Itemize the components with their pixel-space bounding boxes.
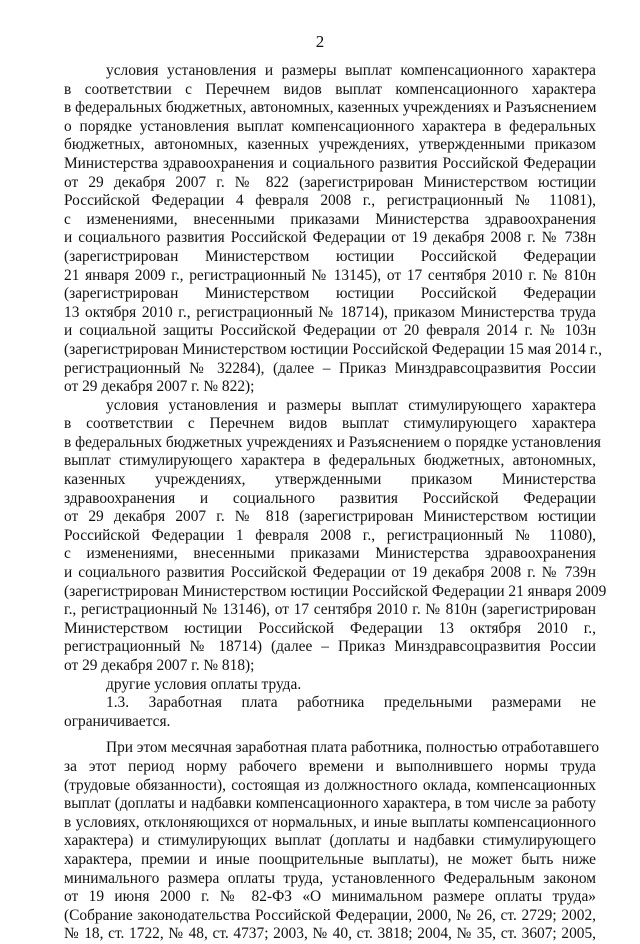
text-line: условия установления и размеры выплат стимулирующего характера: [106, 396, 596, 414]
text-line: При этом месячная заработная плата работника, полностью отработавшего: [106, 739, 600, 757]
text-line: условия установления и размеры выплат компенсационного характера: [106, 62, 596, 79]
text-line: минимального размера оплаты труда, установленного Федеральным законом: [64, 869, 596, 887]
text-line: (зарегистрирован Министерством юстиции Российской Федерации 21 января 2009: [64, 582, 607, 600]
text-line: с изменениями, внесенными приказами Министерства здравоохранения: [64, 545, 596, 563]
text-line: здравоохранения и социального развития Российской Федерации: [64, 489, 596, 507]
text-line: и социальной защиты Российской Федерации от 20 февраля 2014 г. № 103н: [64, 322, 596, 340]
text-line: выплат стимулирующего характера в федеральных бюджетных, автономных,: [64, 452, 596, 470]
text-line: за этот период норму рабочего времени и выполнившего нормы труда: [64, 757, 596, 775]
text-line: характера) и стимулирующих выплат (доплаты и надбавки стимулирующего: [64, 832, 596, 850]
text-line: Министерством юстиции Российской Федерации 13 октября 2010 г.,: [64, 619, 596, 637]
text-line: (Собрание законодательства Российской Федерации, 2000, № 26, ст. 2729; 2002,: [64, 906, 596, 924]
text-line: (зарегистрирован Министерством юстиции Российской Федерации: [64, 285, 596, 303]
text-line: ограничивается.: [64, 712, 171, 730]
text-line: о порядке установления выплат компенсационного характера в федеральных: [64, 117, 596, 135]
text-line: характера, премии и иные поощрительные выплаты), не может быть ниже: [64, 850, 596, 868]
text-line: от 29 декабря 2007 г. № 818);: [64, 657, 255, 674]
text-line: бюджетных, автономных, казенных учреждениях, утвержденными приказом: [64, 136, 596, 154]
text-line: 1.3. Заработная плата работника предельными размерами не: [106, 694, 596, 712]
page-number: 2: [315, 32, 325, 51]
text-line: от 19 июня 2000 г. № 82-ФЗ «О минимальном размере оплаты труда»: [64, 888, 596, 906]
text-line: (зарегистрирован Министерством юстиции Российской Федерации: [64, 247, 596, 265]
text-line: № 18, ст. 1722, № 48, ст. 4737; 2003, № 40, ст. 3818; 2004, № 35, ст. 3607; 2005,: [64, 925, 596, 943]
text-line: (зарегистрирован Министерством юстиции Российской Федерации 15 мая 2014 г.,: [64, 340, 602, 358]
minimum-wage-paragraph: [64, 739, 600, 944]
text-line: Российской Федерации 4 февраля 2008 г., регистрационный № 11081),: [64, 192, 596, 210]
text-line: выплат (доплаты и надбавки компенсационного характера, в том числе за работу: [64, 795, 596, 813]
text-line: и социального развития Российской Федерации от 19 декабря 2008 г. № 739н: [64, 564, 596, 582]
other-conditions-paragraph: [64, 676, 596, 695]
text-line: в условиях, отклоняющихся от нормальных, и иные выплаты компенсационного: [64, 813, 596, 831]
text-line: в федеральных бюджетных, автономных, казенных учреждениях и Разъяснением: [64, 99, 597, 117]
text-line: в федеральных бюджетных учреждениях и Разъяснением о порядке установления: [64, 433, 601, 451]
text-line: 13 октября 2010 г., регистрационный № 18714), приказом Министерства труда: [64, 303, 596, 321]
document-body: [64, 62, 607, 944]
text-line: в соответствии с Перечнем видов выплат компенсационного характера: [64, 80, 596, 98]
text-line: Министерства здравоохранения и социального развития Российской Федерации: [64, 154, 596, 172]
text-line: казенных учреждениях, утвержденными приказом Министерства: [64, 471, 596, 489]
compensation-payments-paragraph: [64, 62, 602, 397]
text-line: от 29 декабря 2007 г. № 818 (зарегистрирован Министерством юстиции: [64, 508, 596, 526]
text-line: в соответствии с Перечнем видов выплат стимулирующего характера: [64, 415, 596, 433]
text-line: (трудовые обязанности), состоящая из должностного оклада, компенсационных: [64, 776, 596, 794]
text-line: Российской Федерации 1 февраля 2008 г., регистрационный № 11080),: [64, 526, 596, 544]
paragraph-gap: [64, 731, 596, 739]
text-line: регистрационный № 18714) (далее – Приказ Минздравсоцразвития России: [64, 638, 596, 656]
clause-1-3-paragraph: [64, 694, 596, 731]
text-line: и социального развития Российской Федерации от 19 декабря 2008 г. № 738н: [64, 229, 596, 247]
text-line: г., регистрационный № 13146), от 17 сентября 2010 г. № 810н (зарегистрирован: [64, 601, 596, 619]
text-line: другие условия оплаты труда.: [106, 675, 302, 693]
text-line: регистрационный № 32284), (далее – Приказ Минздравсоцразвития России: [64, 359, 596, 377]
text-line: от 29 декабря 2007 г. № 822 (зарегистрирован Министерством юстиции: [64, 173, 596, 191]
text-line: 21 января 2009 г., регистрационный № 13145), от 17 сентября 2010 г. № 810н: [64, 266, 596, 284]
text-line: с изменениями, внесенными приказами Министерства здравоохранения: [64, 210, 596, 228]
incentive-payments-paragraph: [64, 396, 607, 676]
text-line: от 29 декабря 2007 г. № 822);: [64, 378, 255, 396]
